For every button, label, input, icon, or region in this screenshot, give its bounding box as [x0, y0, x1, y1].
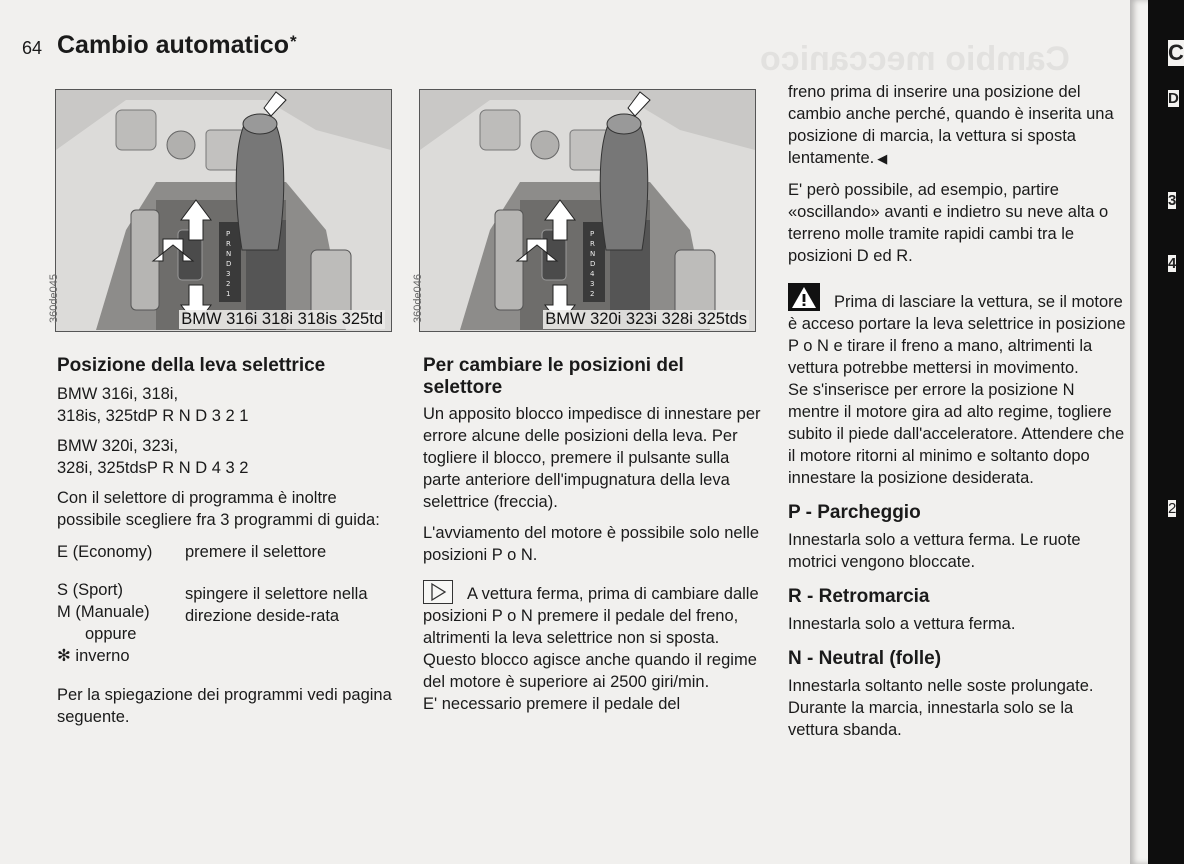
column-right	[788, 81, 1128, 750]
gear-lever-illustration	[420, 90, 755, 331]
svg-text:P: P	[226, 230, 231, 238]
svg-text:4: 4	[590, 270, 595, 278]
right-page-heading: C	[1168, 40, 1184, 65]
section-heading-reverse: R - Retromarcia	[788, 586, 930, 607]
right-page-subheading: D	[1168, 90, 1179, 107]
program-or: oppure	[85, 625, 137, 643]
right-page-item: 4	[1168, 255, 1177, 272]
paragraph: Innestarla solo a vettura ferma. Le ruote motrici vengono bloccate.	[788, 531, 1081, 571]
paragraph: E' necessario premere il pedale del	[423, 695, 681, 713]
svg-text:N: N	[226, 250, 232, 258]
optional-equipment-mark: *	[289, 32, 297, 51]
section-heading: Posizione della leva selettrice	[57, 355, 326, 376]
models-list-b: BMW 320i, 323i, 328i, 325tdsP R N D 4 3 2	[57, 437, 249, 477]
warning-paragraph: Prima di lasciare la vettura, se il motore è acceso portare la leva selettrice in posizione P o N e tirare il freno a mano, altrimenti la vettura potrebbe mettersi in movimento.	[788, 283, 1128, 379]
program-manual: M (Manuale)	[57, 603, 150, 621]
svg-text:2: 2	[226, 280, 231, 288]
paragraph: Innestarla solo a vettura ferma.	[788, 615, 1016, 633]
figure-selector-lever-1	[48, 89, 392, 332]
note-paragraph: A vettura ferma, prima di cambiare dalle posizioni P o N premere il pedale del freno, altrimenti la leva selettrice non si sposta.	[423, 580, 768, 649]
section-heading-park: P - Parcheggio	[788, 502, 921, 523]
paragraph: E' però possibile, ad esempio, partire «oscillando» avanti e indietro su neve alta o terreno molle tramite rapidi cambi tra le posizioni D ed R.	[788, 181, 1109, 265]
section-heading-neutral: N - Neutral (folle)	[788, 648, 942, 669]
end-mark-icon: ◀	[877, 151, 888, 166]
section-heading: Per cambiare le posizioni del selettore	[423, 355, 684, 398]
svg-text:D: D	[590, 260, 596, 268]
program-sport: S (Sport)	[57, 581, 124, 599]
svg-text:3: 3	[590, 280, 595, 288]
right-page-item: 3	[1168, 192, 1177, 209]
programs-footer: Per la spiegazione dei programmi vedi pagina seguente.	[57, 686, 392, 726]
right-page-edge	[1148, 0, 1184, 864]
page-title: Cambio automatico*	[57, 31, 297, 59]
figure-caption: BMW 316i 318i 318is 325td	[181, 310, 383, 328]
models-list-a: BMW 316i, 318i, 318is, 325tdP R N D 3 2 1	[57, 385, 249, 425]
svg-text:3: 3	[226, 270, 231, 278]
program-economy-action: premere il selettore	[185, 543, 327, 561]
program-winter: ✻ inverno	[57, 647, 130, 665]
paragraph: Questo blocco agisce anche quando il regime del motore è superiore ai 2500 giri/min.	[423, 651, 757, 691]
svg-text:R: R	[590, 240, 595, 248]
program-economy: E (Economy)	[57, 543, 153, 561]
paragraph: Un apposito blocco impedisce di innestare per errore alcune delle posizioni della leva. Per togliere il blocco, premere il pulsante sulla parte anteriore dell'impugnatura della leva selettrice (freccia).	[423, 405, 761, 511]
figure-code: 360de046	[412, 274, 424, 323]
svg-text:D: D	[226, 260, 232, 268]
page-number: 64	[22, 38, 43, 58]
svg-text:N: N	[590, 250, 596, 258]
programs-intro: Con il selettore di programma è inoltre possibile scegliere fra 3 programmi di guida:	[57, 489, 380, 529]
figure-selector-lever-2	[412, 89, 756, 332]
figure-code: 360de045	[48, 274, 60, 323]
paragraph: freno prima di inserire una posizione del cambio anche perché, quando è inserita una posizione di marcia, la vettura si sposta lentamente. ◀	[788, 83, 1114, 167]
column-left	[57, 355, 397, 737]
programs-table	[57, 541, 397, 667]
gear-lever-illustration	[56, 90, 391, 331]
paragraph: L'avviamento del motore è possibile solo nelle posizioni P o N.	[423, 524, 760, 564]
svg-text:R: R	[226, 240, 231, 248]
svg-text:2: 2	[590, 290, 595, 298]
note-icon	[423, 580, 453, 604]
figure-caption: BMW 320i 323i 328i 325tds	[545, 310, 747, 328]
svg-text:P: P	[590, 230, 595, 238]
svg-text:1: 1	[226, 290, 231, 298]
paragraph: Se s'inserisce per errore la posizione N mentre il motore gira ad alto regime, togliere subito il piede dall'acceleratore. Attendere che il motore ritorni al minimo e soltanto dopo innestare la posizione desiderata.	[788, 381, 1125, 487]
paragraph: Innestarla soltanto nelle soste prolungate. Durante la marcia, innestarla solo se la vettura sbanda.	[788, 677, 1094, 739]
bleed-through-text: Cambio meccanico	[760, 40, 1070, 78]
warning-icon	[788, 283, 820, 311]
right-page-item: 2	[1168, 500, 1177, 517]
program-shift-action: spingere il selettore nella direzione deside-rata	[185, 585, 368, 625]
column-middle	[423, 355, 768, 724]
